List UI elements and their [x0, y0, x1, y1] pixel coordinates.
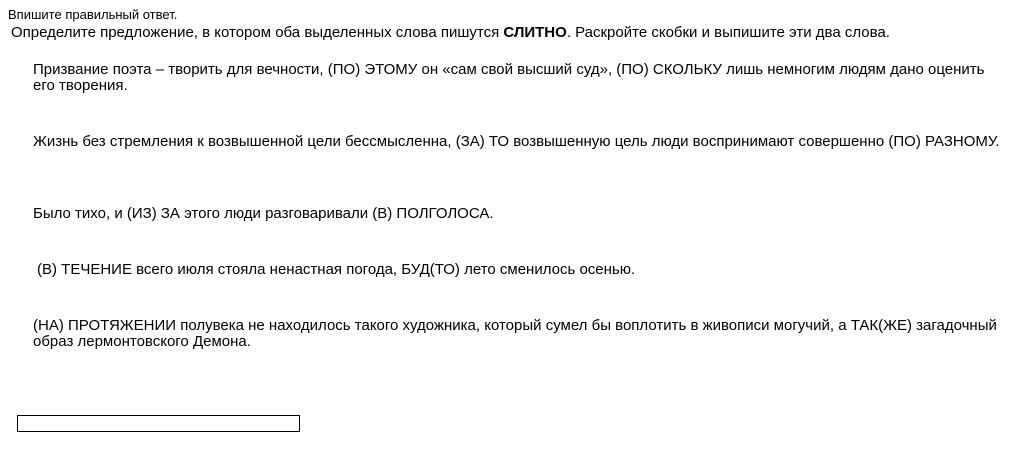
instruction-text: Впишите правильный ответ. — [8, 7, 178, 22]
sentence-5: (НА) ПРОТЯЖЕНИИ полувека не находилось такого художника, который сумел бы воплотить в живописи могучий, а ТАК(ЖЕ) загадочный образ лермонтовского Демона. — [33, 317, 997, 350]
task-text-after: . Раскройте скобки и выпишите эти два слова. — [566, 24, 890, 41]
task-text-before: Определите предложение, в котором оба выделенных слова пишутся — [11, 24, 504, 41]
task-text — [11, 24, 890, 42]
sentence-4: (В) ТЕЧЕНИЕ всего июля стояла ненастная погода, БУД(ТО) лето сменилось осенью. — [37, 261, 636, 278]
task-emphasis: СЛИТНО — [503, 24, 567, 41]
sentence-3: Было тихо, и (ИЗ) ЗА этого люди разговаривали (В) ПОЛГОЛОСА. — [33, 205, 494, 222]
sentence-2: Жизнь без стремления к возвышенной цели бессмысленна, (ЗА) ТО возвышенную цель люди воспринимают совершенно (ПО) РАЗНОМУ. — [33, 133, 1000, 150]
sentence-1: Призвание поэта – творить для вечности, (ПО) ЭТОМУ он «сам свой высший суд», (ПО) СКОЛЬКУ лишь немногим людям дано оценить его творения. — [33, 61, 985, 94]
answer-input[interactable] — [17, 415, 300, 432]
